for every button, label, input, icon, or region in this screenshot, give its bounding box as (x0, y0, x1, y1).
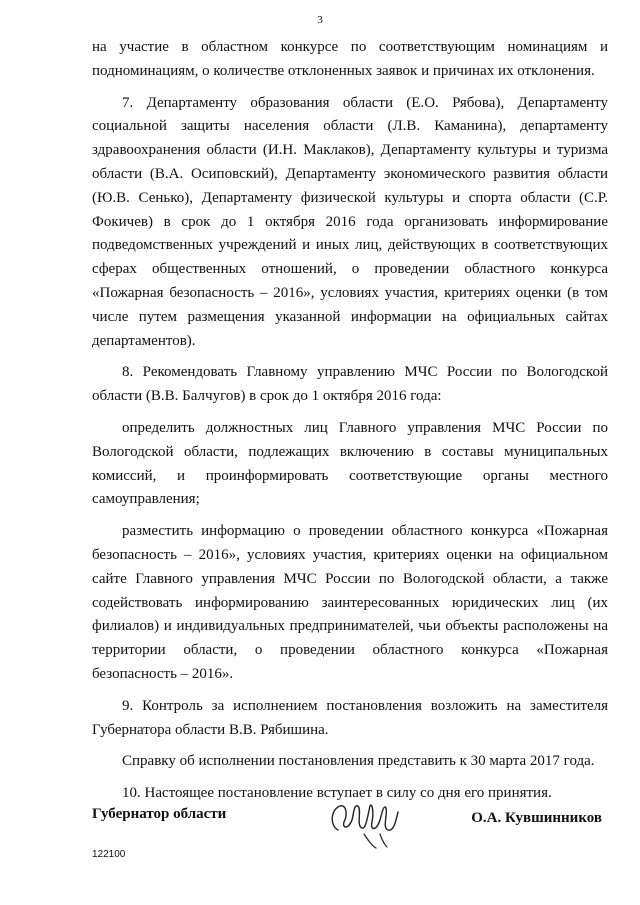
signature-block (92, 796, 608, 856)
page-number: 3 (317, 14, 323, 26)
paragraph-continuation: на участие в областном конкурсе по соответствующим номинациям и подноминациям, о количестве отклоненных заявок и причинах их отклонения. (92, 39, 608, 79)
signer-title: Губернатор области (92, 806, 227, 822)
paragraph-report-deadline: Справку об исполнении постановления представить к 30 марта 2017 года. (122, 753, 595, 770)
paragraph-item-10: 10. Настоящее постановление вступает в силу со дня его принятия. (122, 785, 552, 802)
handwritten-signature (324, 790, 408, 852)
paragraph-item-8-sub-2: разместить информацию о проведении областного конкурса «Пожарная безопасность – 2016», условиях участия, критериях оценки на официальном сайте Главного управления МЧС России по Вологодской области, а также содействовать информированию заинтересованных юридических лиц (их филиалов) и индивидуальных предпринимателей, чьи объекты расположены на территории области, о проведении областного конкурса «Пожарная безопасность – 2016». (92, 523, 608, 682)
paragraph-item-8-sub-1: определить должностных лиц Главного управления МЧС России по Вологодской области, подлежащих включению в составы муниципальных комиссий, и проинформировать соответствующие органы местного самоуправления; (92, 419, 608, 508)
paragraph-item-7: 7. Департаменту образования области (Е.О. Рябова), Департаменту социальной защиты населения области (Л.В. Каманина), департаменту здравоохранения области (И.Н. Маклаков), Департаменту культуры и туризма области (В.А. Осиповский), Департаменту экономического развития области (Ю.В. Сенько), Департаменту физической культуры и спорта области (С.Р. Фокичев) в срок до 1 октября 2016 года организовать информирование подведомственных учреждений и иных лиц, действующих в соответствующих сферах общественных отношений, о проведении областного конкурса «Пожарная безопасность – 2016», условиях участия, критериях оценки (в том числе путем размещения указанной информации на официальных сайтах департаментов). (92, 94, 608, 349)
document-body (92, 36, 608, 814)
signer-name: О.А. Кувшинников (471, 810, 602, 826)
paragraph-item-8: 8. Рекомендовать Главному управлению МЧС России по Вологодской области (В.В. Балчугов) в срок до 1 октября 2016 года: (92, 364, 608, 405)
document-code: 122100 (92, 849, 126, 860)
paragraph-item-9: 9. Контроль за исполнением постановления возложить на заместителя Губернатора области В.В. Рябишина. (92, 697, 608, 738)
